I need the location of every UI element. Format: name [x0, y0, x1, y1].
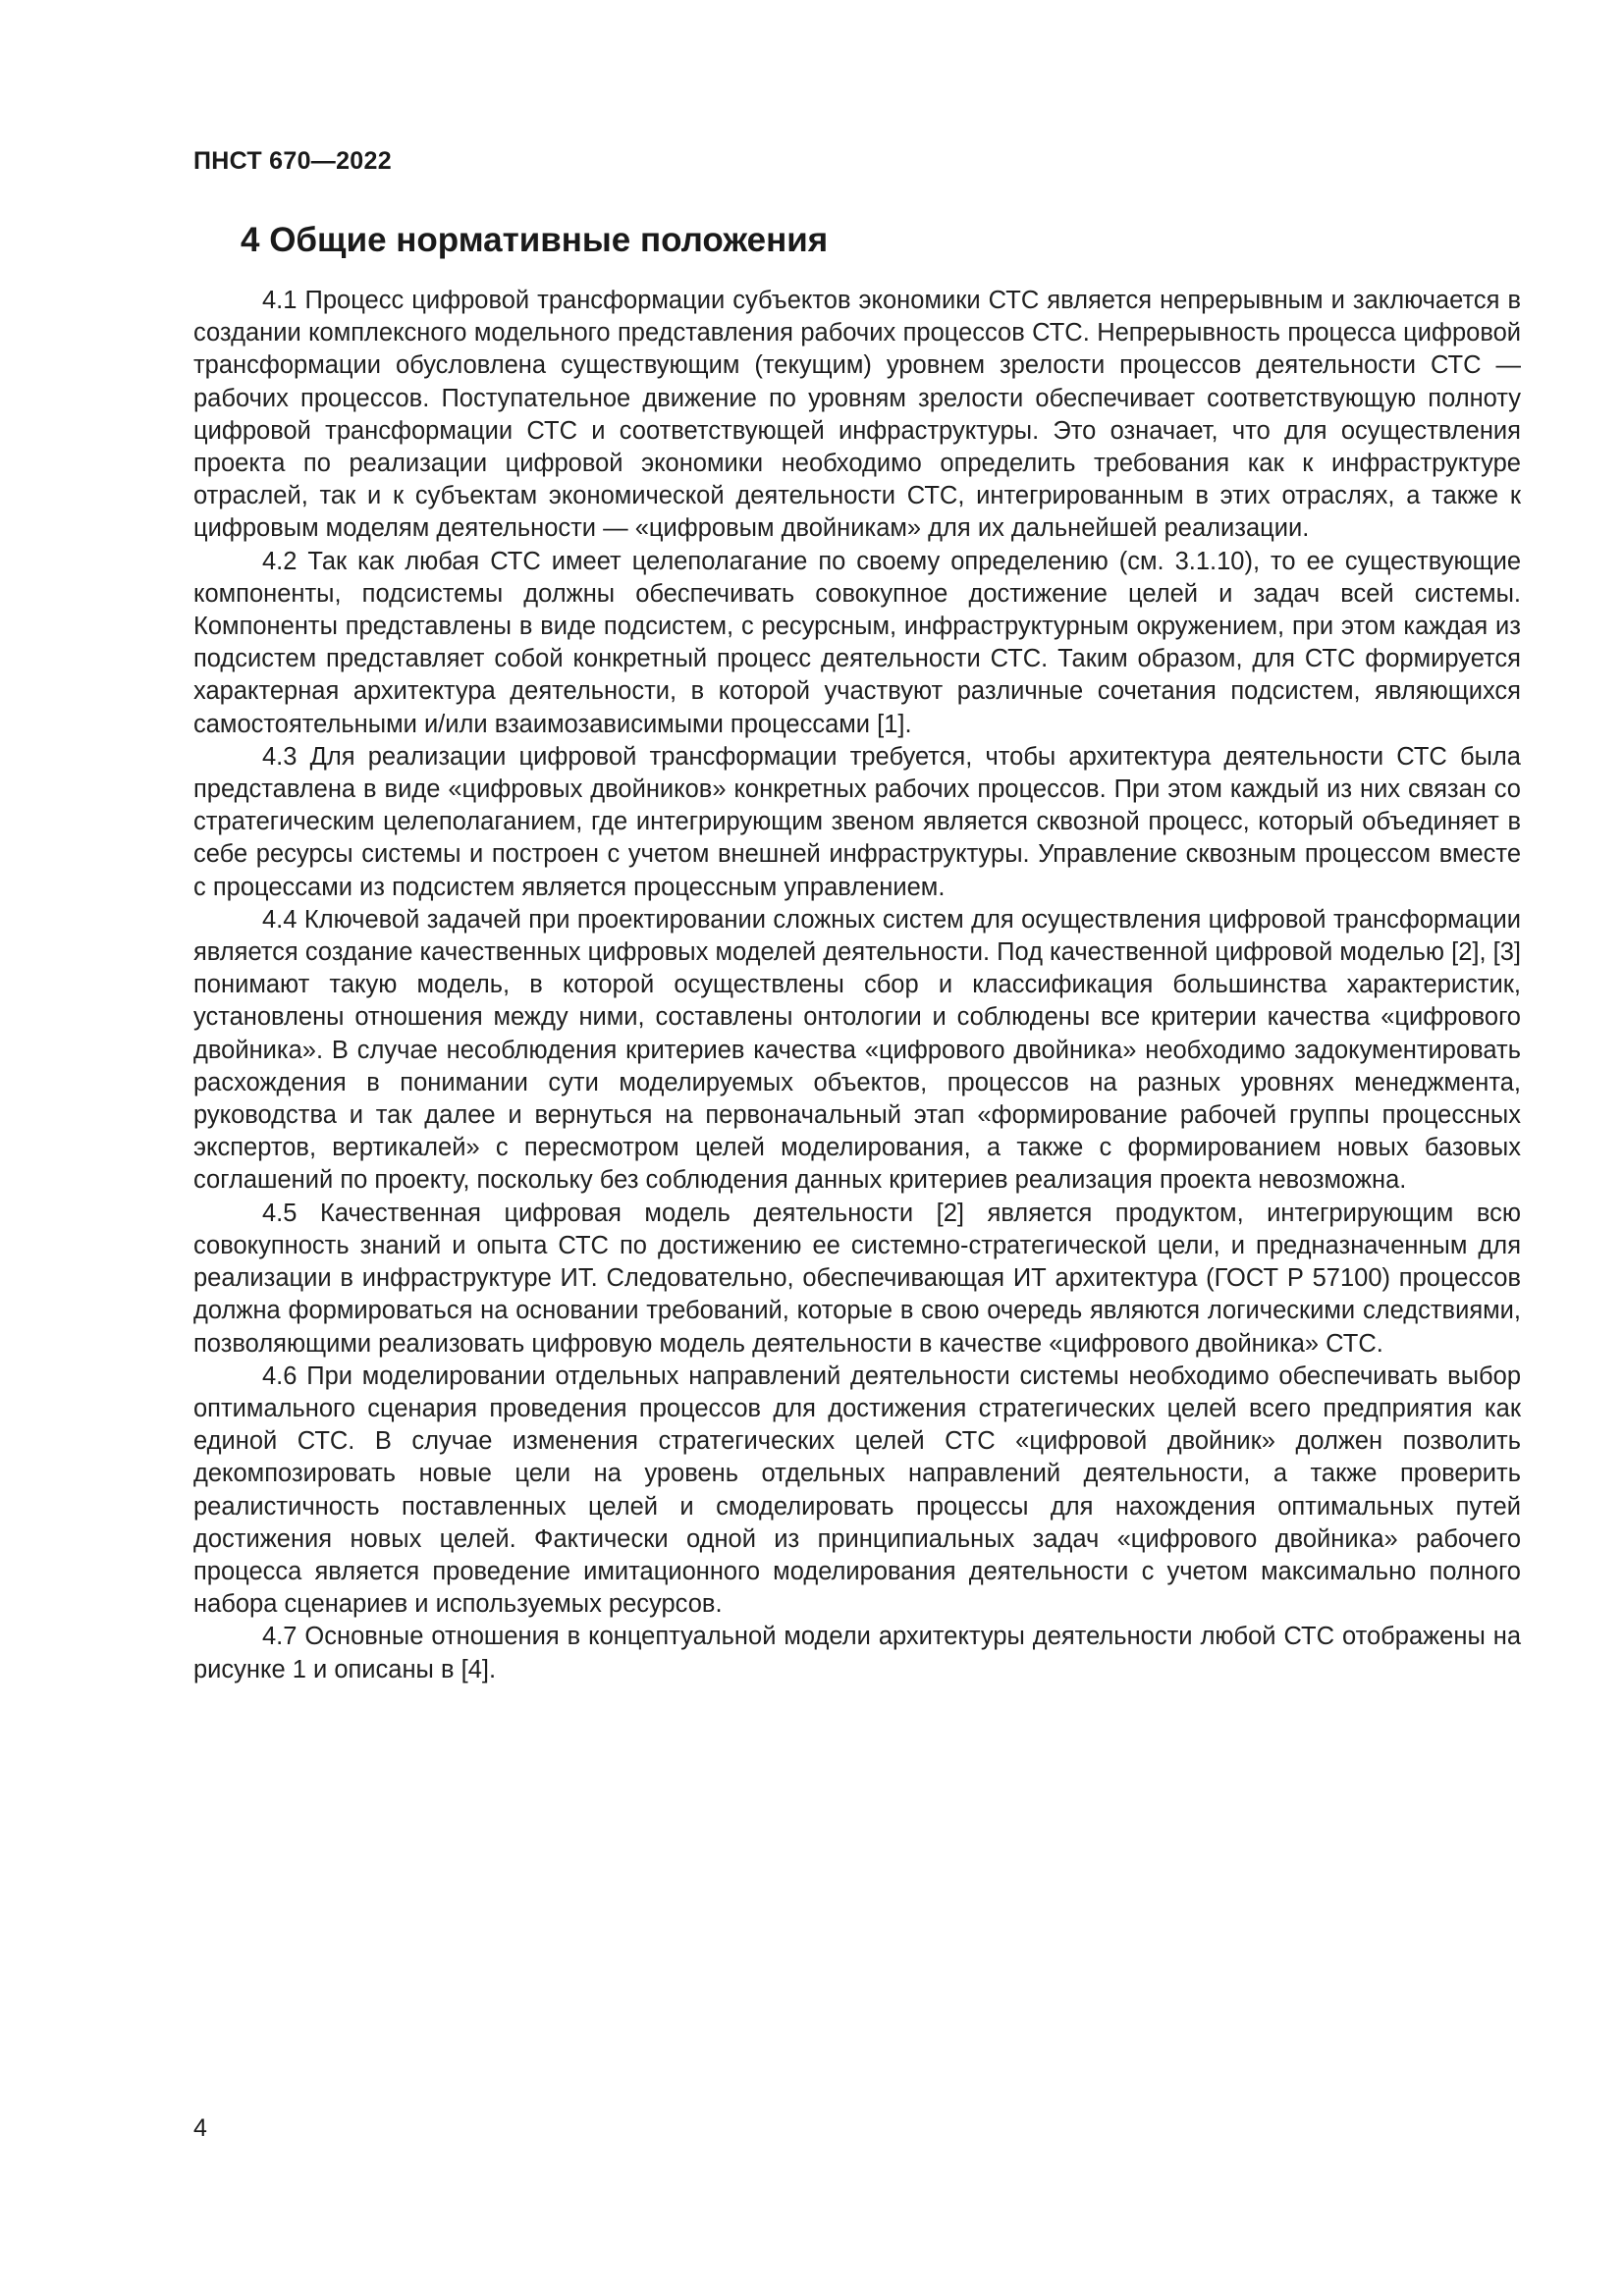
paragraph-4-4: 4.4 Ключевой задачей при проектировании сложных систем для осуществления цифровой трансформации является создание качественных цифровых моделей деятельности. Под качественной цифровой моделью [2], [3] понимают такую модель, в которой осуществлены сбор и классификация большинства характеристик, установлены отношения между ними, составлены онтологии и соблюдены все критерии качества «цифрового двойника». В случае несоблюдения критериев качества «цифрового двойника» необходимо задокументировать расхождения в понимании сути моделируемых объектов, процессов на разных уровнях менеджмента, руководства и так далее и вернуться на первоначальный этап «формирование рабочей группы процессных экспертов, вертикалей» с пересмотром целей моделирования, а также с формированием новых базовых соглашений по проекту, поскольку без соблюдения данных критериев реализация проекта невозможна.	[193, 905, 1521, 1195]
paragraph-4-3: 4.3 Для реализации цифровой трансформации требуется, чтобы архитектура деятельности СТС была представлена в виде «цифровых двойников» конкретных рабочих процессов. При этом каждый из них связан со стратегическим целеполаганием, где интегрирующим звеном является сквозной процесс, который объединяет в себе ресурсы системы и построен с учетом внешней инфраструктуры. Управление сквозным процессом вместе с процессами из подсистем является процессным управлением.	[193, 742, 1521, 901]
section-title: 4 Общие нормативные положения	[241, 221, 829, 259]
paragraph-4-5: 4.5 Качественная цифровая модель деятельности [2] является продуктом, интегрирующим всю совокупность знаний и опыта СТС по достижению ее системно-стратегической цели, и предназначенным для реализации в инфраструктуре ИТ. Следовательно, обеспечивающая ИТ архитектура (ГОСТ Р 57100) процессов должна формироваться на основании требований, которые в свою очередь являются логическими следствиями, позволяющими реализовать цифровую модель деятельности в качестве «цифрового двойника» СТС.	[193, 1199, 1521, 1358]
paragraph-4-1: 4.1 Процесс цифровой трансформации субъектов экономики СТС является непрерывным и заключается в создании комплексного модельного представления рабочих процессов СТС. Непрерывность процесса цифровой трансформации обусловлена существующим (текущим) уровнем зрелости процессов деятельности СТС — рабочих процессов. Поступательное движение по уровням зрелости обеспечивает соответствующую полноту цифровой трансформации СТС и соответствующей инфраструктуры. Это означает, что для осуществления проекта по реализации цифровой экономики необходимо определить требования как к инфраструктуре отраслей, так и к субъектам экономической деятельности СТС, интегрированным в этих отраслях, а также к цифровым моделям деятельности — «цифровым двойникам» для их дальнейшей реализации.	[193, 287, 1521, 543]
paragraph-4-2: 4.2 Так как любая СТС имеет целеполагание по своему определению (см. 3.1.10), то ее существующие компоненты, подсистемы должны обеспечивать совокупное достижение целей и задач всей системы. Компоненты представлены в виде подсистем, с ресурсным, инфраструктурным окружением, при этом каждая из подсистем представляет собой конкретный процесс деятельности СТС. Таким образом, для СТС формируется характерная архитектура деятельности, в которой участвуют различные сочетания подсистем, являющихся самостоятельными и/или взаимозависимыми процессами [1].	[193, 547, 1521, 738]
paragraph-4-7: 4.7 Основные отношения в концептуальной модели архитектуры деятельности любой СТС отображены на рисунке 1 и описаны в [4].	[193, 1623, 1521, 1683]
section-body	[193, 285, 1521, 1686]
paragraph-4-6: 4.6 При моделировании отдельных направлений деятельности системы необходимо обеспечивать выбор оптимального сценария проведения процессов для достижения стратегических целей всего предприятия как единой СТС. В случае изменения стратегических целей СТС «цифровой двойник» должен позволить декомпозировать новые цели на уровень отдельных направлений деятельности, а также проверить реалистичность поставленных целей и смоделировать процессы для нахождения оптимальных путей достижения новых целей. Фактически одной из принципиальных задач «цифрового двойника» рабочего процесса является проведение имитационного моделирования деятельности с учетом максимально полного набора сценариев и используемых ресурсов.	[193, 1362, 1521, 1619]
document-code: ПНСТ 670—2022	[193, 147, 392, 175]
page-number: 4	[193, 2114, 207, 2142]
